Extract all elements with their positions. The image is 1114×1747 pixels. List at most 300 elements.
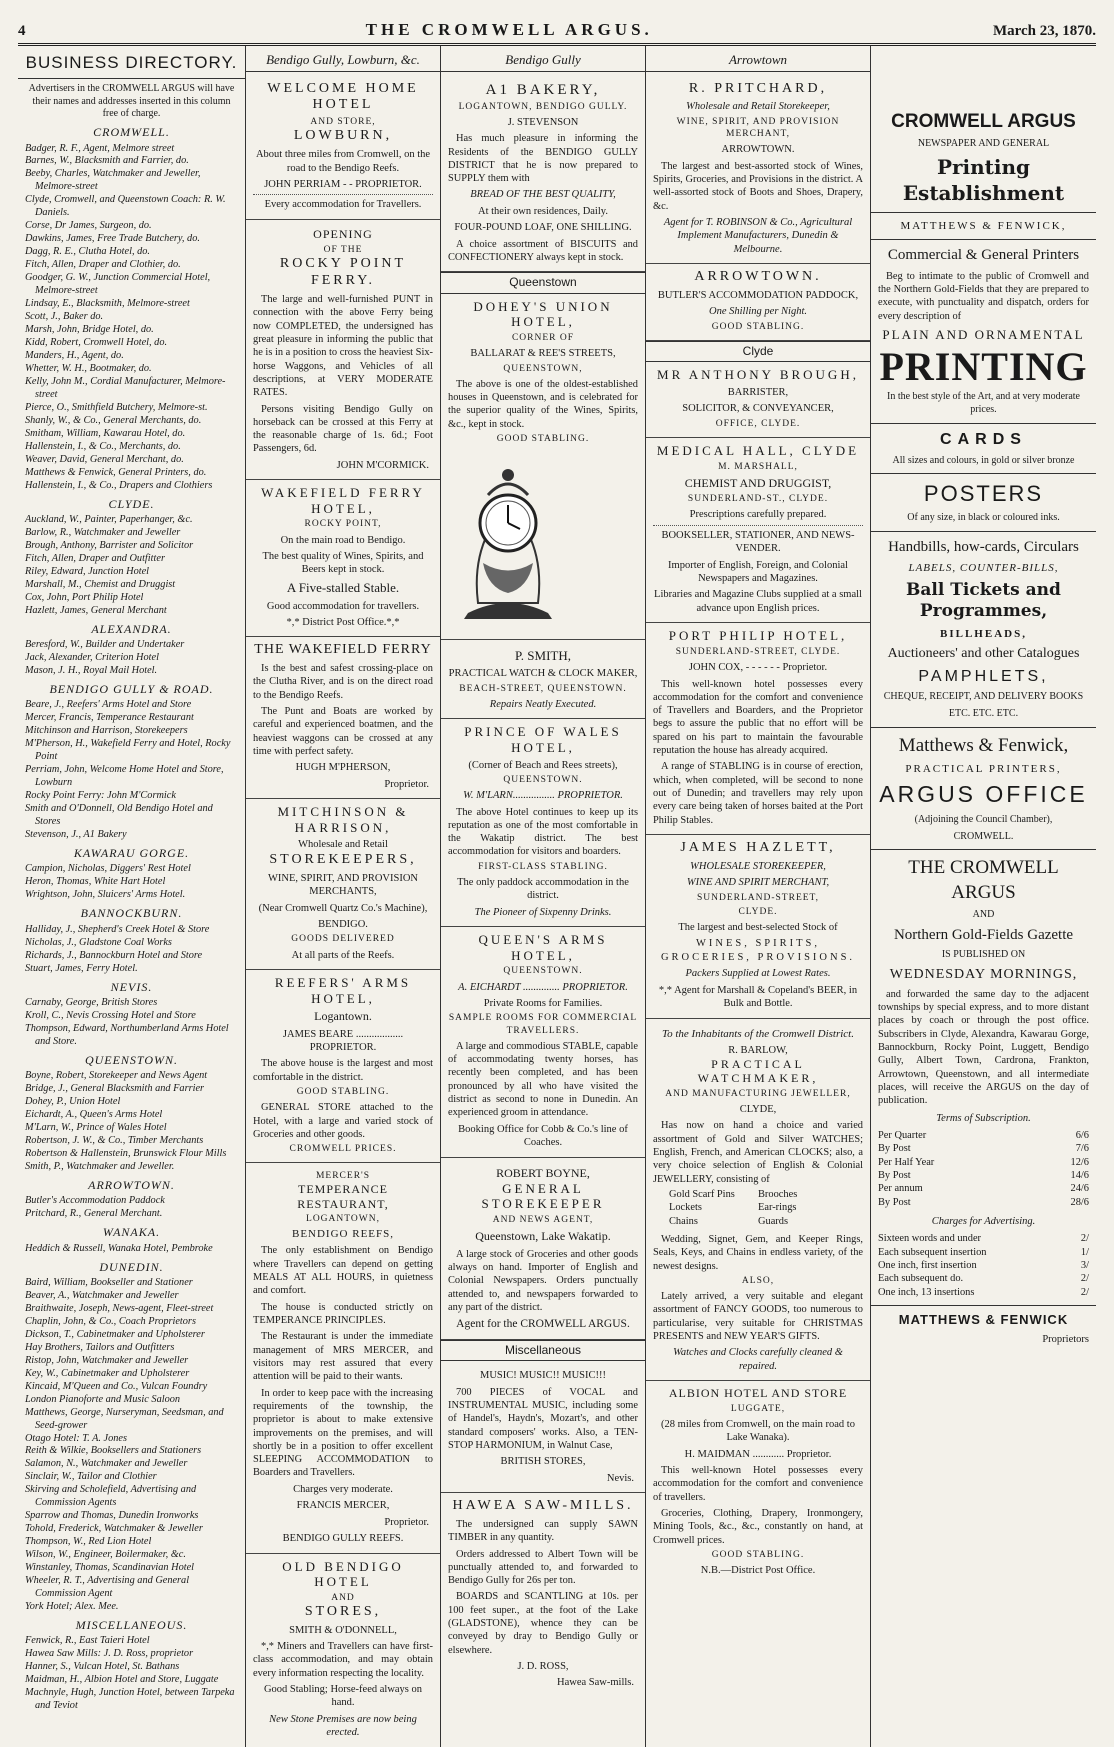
printing-column: [871, 46, 1096, 1747]
terms-list: [878, 1129, 1089, 1209]
ad-place: QUEENSTOWN.: [503, 774, 583, 785]
directory-entry: Butler's Accommodation Paddock: [25, 1195, 165, 1207]
directory-entry: Shanly, W., & Co., General Merchants, do.: [25, 414, 202, 426]
ad-place: LOWBURN,: [293, 128, 393, 144]
issue-date: March 23, 1870.: [992, 23, 1096, 39]
charges-value: 3/: [1080, 1259, 1089, 1271]
billheads-line: BILLHEADS,: [940, 628, 1027, 641]
directory-entry: Sinclair, W., Tailor and Clothier: [25, 1471, 157, 1483]
ad-list: WINES, SPIRITS, GROCERIES, PROVISIONS.: [660, 938, 856, 963]
ad-sub: (28 miles from Cromwell, on the main road to Lake Wanaka).: [661, 1418, 855, 1444]
ad-proprietor: A. EICHARDT .............. PROPRIETOR.: [458, 981, 628, 993]
ad-body: The above Hotel continues to keep up its reputation as one of the most comfortable in the Wakatip district. The best accommodation for visitors and boarders.: [448, 806, 638, 858]
terms-value: 6/6: [1075, 1130, 1089, 1142]
ad-a1-bakery: [441, 76, 645, 273]
subscription-body: and forwarded the same day to the adjacent townships by special express, and to more distant places by coach or through the post office. Subscribers in Clyde, Alexandra, Kawarau Gorge, Bannockburn, Rocky Point, Luggett, Bendigo Gully, Albert Town, Cardrona, Frankton, Arrowtown, Queenstown, and all intermediate places, will receive the ARGUS on the day of publication.: [878, 988, 1089, 1107]
ad-pre: OPENING: [313, 226, 373, 241]
handbills-line: Handbills, how-cards, Circulars: [888, 539, 1079, 556]
ad-body: The best quality of Wines, Spirits, and Beers kept in stock.: [262, 551, 424, 576]
etc-line: ETC. ETC. ETC.: [948, 708, 1019, 720]
ad-body: The largest and best-assorted stock of Wines, Spirits, Groceries, and Provisions in the district. A well-assorted stock of Boots and Shoes, Drapery, &c.: [653, 160, 863, 212]
ad-body: Charges very moderate.: [293, 1483, 393, 1495]
ad-item: Gold Scarf Pins: [669, 1189, 735, 1200]
ad-body: About three miles from Cromwell, on the road to the Bendigo Reefs.: [255, 149, 431, 174]
directory-entry: Marsh, John, Bridge Hotel, do.: [25, 324, 154, 336]
ad-sub: Wholesale and Retail: [298, 839, 388, 851]
ad-packers: Packers Supplied at Lowest Rates.: [685, 968, 831, 980]
ad-proprietor: JAMES BEARE .................. PROPRIETOR.: [282, 1028, 404, 1053]
ad-title: ARROWTOWN.: [694, 269, 822, 285]
ad-stabling: FIRST-CLASS STABLING.: [478, 861, 608, 872]
ad-title: STORES,: [304, 1603, 382, 1619]
ad-body: The only establishment on Bendigo where Travellers can depend on getting MEALS AT ALL HOURS, in quietness and comfort.: [253, 1245, 433, 1297]
ad-music: [441, 1361, 645, 1493]
ad-place: OFFICE, CLYDE.: [715, 418, 801, 429]
ad-body: New Stone Premises are now being erected.: [269, 1713, 417, 1739]
directory-entry: Whetter, W. H., Bootmaker, do.: [25, 362, 152, 374]
ad-body: A range of STABLING is in course of erection, which, when completed, will be second to none out of Dunedin; and travellers may rely upon every care being taken of horses baited at the Port Philip Stables.: [653, 761, 863, 826]
directory-town: CROMWELL.: [93, 125, 170, 140]
ad-sub: WINE, SPIRIT, AND PROVISION MERCHANT,: [676, 116, 840, 140]
directory-entry: Carnaby, George, British Stores: [25, 996, 158, 1008]
ad-title: CHEMIST AND DRUGGIST,: [684, 475, 832, 490]
charges-value: 2/: [1080, 1233, 1089, 1245]
ad-items: [653, 1186, 863, 1230]
ad-sign: Proprietor.: [384, 778, 429, 790]
directory-entry: Smith, P., Watchmaker and Jeweller.: [25, 1160, 175, 1172]
pamphlets-line: PAMPHLETS,: [918, 668, 1049, 685]
column-heading: Bendigo Gully, Lowburn, &c.: [246, 50, 440, 72]
ad-title: WAKEFIELD FERRY HOTEL,: [261, 485, 425, 516]
directory-entry: Matthews, George, Nurseryman, Seedsman, and Seed-grower: [25, 1406, 224, 1431]
ad-sub: AND STORE,: [310, 117, 376, 128]
ad-body: Wedding, Signet, Gem, and Keeper Rings, Seals, Keys, and Chains in endless variety, of the newest designs.: [653, 1233, 863, 1272]
ad-note: At all parts of the Reefs.: [291, 949, 395, 961]
ad-place: CLYDE,: [739, 1104, 777, 1115]
ad-place: LOGANTOWN, BENDIGO GULLY.: [458, 101, 628, 112]
ad-sub: AND MANUFACTURING JEWELLER,: [665, 1088, 851, 1099]
directory-entry: Bridge, J., General Blacksmith and Farrier: [25, 1083, 205, 1095]
ad-sub: WINE, SPIRIT, AND PROVISION MERCHANTS,: [267, 872, 418, 898]
directory-column: [18, 46, 246, 1747]
ad-body: Booking Office for Cobb & Co.'s line of Coaches.: [458, 1123, 628, 1149]
ad-title: A1 BAKERY,: [485, 81, 601, 98]
ad-stabling: GOOD STABLING.: [711, 1549, 805, 1560]
ad-sub: (Near Cromwell Quartz Co.'s Machine),: [258, 902, 428, 914]
charges-title: Charges for Advertising.: [931, 1215, 1036, 1227]
ad-sub: One Shilling per Night.: [709, 306, 807, 318]
directory-town: DUNEDIN.: [99, 1259, 164, 1274]
directory-entry: Salamon, N., Watchmaker and Jeweller: [25, 1458, 188, 1470]
directory-entry: York Hotel; Alex. Mee.: [25, 1601, 119, 1613]
directory-entry: Heddich & Russell, Wanaka Hotel, Pembroke: [25, 1242, 213, 1254]
ad-agent: Agent for the CROMWELL ARGUS.: [456, 1318, 630, 1331]
directory-entry: Auckland, W., Painter, Paperhanger, &c.: [25, 514, 193, 526]
ad-sign: JOHN M'CORMICK.: [336, 459, 429, 471]
ad-foot: BENDIGO GULLY REEFS.: [282, 1533, 404, 1545]
terms-value: 7/6: [1075, 1143, 1089, 1155]
ad-albion-hotel: [646, 1381, 870, 1584]
terms-row: [878, 1169, 1089, 1182]
ad-proprietor: JOHN PERRIAM - - PROPRIETOR.: [264, 179, 422, 191]
ad-sub: AND NEWS AGENT,: [492, 1215, 594, 1226]
ad-mitchinson-harrison: [246, 799, 440, 970]
terms-row: [878, 1182, 1089, 1195]
directory-entry: Key, W., Cabinetmaker and Upholsterer: [25, 1367, 190, 1379]
ad-body: Importer of English, Foreign, and Colonial Newspapers and Magazines.: [668, 559, 848, 584]
directory-entry: M'Larn, W., Prince of Wales Hotel: [25, 1122, 167, 1134]
ad-title: STOREKEEPERS,: [269, 851, 417, 867]
ad-sub: On the main road to Bendigo.: [280, 534, 406, 546]
ad-stabling: GOOD STABLING.: [496, 433, 590, 444]
ad-place: SUNDERLAND-STREET, CLYDE.: [675, 646, 841, 657]
directory-entry: Mason, J. H., Royal Mail Hotel.: [25, 665, 158, 677]
directory-entry: Mitchinson and Harrison, Storekeepers: [25, 725, 188, 737]
directory-entry: Hallenstein, I., & Co., Drapers and Clothiers: [25, 479, 213, 491]
directory-town: MISCELLANEOUS.: [75, 1618, 188, 1633]
directory-entry: Mercer, Francis, Temperance Restaurant: [25, 712, 194, 724]
charges-value: 1/: [1080, 1246, 1089, 1258]
posters-word: POSTERS: [923, 481, 1044, 507]
directory-entry: Fitch, Allen, Draper and Clothier, do.: [25, 259, 181, 271]
directory-entry: London Pianoforte and Music Saloon: [25, 1393, 181, 1405]
directory-entry: Chaplin, John, & Co., Coach Proprietors: [25, 1315, 196, 1327]
terms-label: By Post: [878, 1169, 911, 1181]
masthead: [18, 14, 1096, 46]
ad-p-smith: [441, 640, 645, 720]
directory-entry: Kroll, C., Nevis Crossing Hotel and Store: [25, 1009, 196, 1021]
argus-sub: NEWSPAPER AND GENERAL: [917, 138, 1050, 150]
ad-sub: BALLARAT & REE'S STREETS,: [470, 348, 616, 360]
page-number: 4: [18, 23, 26, 39]
ad-title: QUEEN'S ARMS HOTEL,: [478, 932, 608, 963]
ad-body: The house is conducted strictly on TEMPERANCE PRINCIPLES.: [253, 1301, 433, 1327]
directory-entry: Baird, William, Bookseller and Stationer: [25, 1276, 193, 1288]
ad-item: Guards: [758, 1215, 789, 1227]
directory-entry: Manders, H., Agent, do.: [25, 350, 124, 361]
cheque-line: CHEQUE, RECEIPT, AND DELIVERY BOOKS: [883, 691, 1084, 703]
directory-entry: Wheeler, R. T., Advertising and General Commission Agent: [25, 1575, 190, 1600]
foot-label: Proprietors: [1042, 1333, 1089, 1345]
ad-name: P. SMITH,: [515, 647, 571, 663]
terms-label: By Post: [878, 1196, 911, 1208]
cromwell-line: CROMWELL.: [953, 830, 1014, 842]
directory-entry: Robertson & Hallenstein, Brunswick Flour Mills: [25, 1147, 227, 1159]
directory-intro: Advertisers in the CROMWELL ARGUS will have their names and addresses inserted in this column free of charge.: [28, 82, 235, 120]
directory-entry: Perriam, John, Welcome Home Hotel and Store, Lowburn: [25, 764, 224, 789]
directory-entry: Otago Hotel: T. A. Jones: [25, 1432, 128, 1444]
directory-entry: Pierce, O., Smithfield Butchery, Melmore-st.: [25, 401, 208, 413]
and-line: AND: [972, 909, 995, 921]
charges-row: [878, 1232, 1089, 1245]
ad-note: Watches and Clocks carefully cleaned & repaired.: [673, 1347, 843, 1372]
directory-entry: Stuart, James, Ferry Hotel.: [25, 962, 138, 974]
charges-label: One inch, first insertion: [878, 1259, 977, 1271]
terms-row: [878, 1142, 1089, 1155]
ad-body: The above house is the largest and most comfortable in the district.: [253, 1058, 433, 1083]
ad-title: TEMPERANCE RESTAURANT,: [297, 1182, 389, 1211]
directory-town: KAWARAU GORGE.: [73, 846, 190, 861]
cards-sub: All sizes and colours, in gold or silver bronze: [892, 454, 1075, 466]
ad-title: PORT PHILIP HOTEL,: [668, 628, 848, 644]
ad-welcome-home-hotel: [246, 76, 440, 220]
ad-body: SAMPLE ROOMS FOR COMMERCIAL TRAVELLERS.: [448, 1013, 638, 1036]
printing-body: Beg to intimate to the public of Cromwell and the Northern Gold-Fields that they are prepared to execute, with punctuality and dispatch, orders for every description of: [878, 270, 1089, 322]
directory-entry: Wrightson, John, Sluicers' Arms Hotel.: [25, 889, 186, 901]
ad-body: The above is one of the oldest-established houses in Queenstown, and is celebrated for the superior quality of the Wines, Spirits, &c., kept in stock.: [448, 378, 638, 430]
ad-item: Ear-rings: [758, 1202, 797, 1214]
ad-place: Queenstown, Lake Wakatip.: [475, 1229, 611, 1244]
ad-sub: AND: [331, 1592, 355, 1603]
ad-title: JAMES HAZLETT,: [680, 839, 836, 855]
ad-sign: Proprietor.: [384, 1516, 429, 1528]
section-band: Miscellaneous: [441, 1340, 645, 1361]
section-band: Clyde: [646, 341, 870, 362]
ad-body: The Restaurant is under the immediate management of MRS MERCER, and visitors may rest assured that every attention will be paid to their wants.: [253, 1331, 433, 1383]
terms-row: [878, 1156, 1089, 1169]
terms-label: Per Quarter: [878, 1130, 927, 1142]
ad-item: Chains: [669, 1215, 698, 1227]
directory-entry: Riley, Edward, Junction Hotel: [25, 565, 150, 577]
printing-word: PRINTING: [879, 344, 1088, 390]
labels-line: LABELS, COUNTER-BILLS,: [908, 562, 1059, 575]
ad-sub: BARRISTER,: [727, 386, 789, 398]
directory-town: WANAKA.: [102, 1225, 161, 1240]
ad-post: N.B.—District Post Office.: [700, 1565, 816, 1577]
terms-value: 14/6: [1070, 1169, 1089, 1181]
section-band: Queenstown: [441, 272, 645, 293]
ad-queens-arms: [441, 927, 645, 1157]
ad-body: Prescriptions carefully prepared.: [689, 509, 827, 521]
ad-sign: Hawea Saw-mills.: [557, 1677, 634, 1689]
directory-entry: Beaver, A., Watchmaker and Jeweller: [25, 1289, 179, 1301]
ad-reefers-arms: [246, 970, 440, 1163]
directory-entry: Rocky Point Ferry: John M'Cormick: [25, 790, 176, 802]
ad-sub: ROCKY POINT,: [304, 519, 382, 530]
directory-entry: Hawea Saw Mills: J. D. Ross, proprietor: [25, 1648, 194, 1660]
directory-entry: Eichardt, A., Queen's Arms Hotel: [25, 1109, 163, 1121]
column-heading: Arrowtown: [646, 50, 870, 72]
ad-rocky-point-ferry: [246, 220, 440, 480]
ad-arrowtown-paddock: [646, 264, 870, 341]
directory-entry: Beare, J., Reefers' Arms Hotel and Store: [25, 699, 192, 711]
charges-value: 2/: [1080, 1273, 1089, 1285]
ad-body: A large stock of Groceries and other goods always on hand. Importer of English and Colonial Newspapers. Orders punctually attended to, and newspapers forwarded to any part of the district.: [448, 1248, 638, 1313]
terms-label: By Post: [878, 1143, 911, 1155]
ad-title: THE WAKEFIELD FERRY: [254, 642, 432, 658]
ad-body: The Pioneer of Sixpenny Drinks.: [474, 906, 612, 918]
charges-row: [878, 1246, 1089, 1259]
ad-body: Good accommodation for travellers.: [266, 600, 420, 612]
directory-entry: Tohold, Frederick, Watchmaker & Jeweller: [25, 1523, 203, 1535]
ad-prince-of-wales: [441, 719, 645, 927]
ad-body: 700 PIECES of VOCAL and INSTRUMENTAL MUSIC, including some of Handel's, Haydn's, Mozart's, and other standard composers' works. Also, a TEN-STOP HARMONIUM, in Walnut Case,: [448, 1386, 638, 1451]
directory-entry: Kincaid, M'Queen and Co., Vulcan Foundry: [25, 1380, 208, 1392]
directory-entry: Dawkins, James, Free Trade Butchery, do.: [25, 233, 200, 245]
ad-arc: To the Inhabitants of the Cromwell District.: [661, 1027, 854, 1040]
ad-bread: BREAD OF THE BEST QUALITY,: [470, 189, 616, 201]
directory-entry: Machnyle, Hugh, Junction Hotel, between Tarpeka and Teviot: [25, 1687, 235, 1712]
ad-body: Is the best and safest crossing-place on the Clutha River, and is on the direct road to the Bendigo Reefs.: [253, 663, 433, 701]
ad-loaf: FOUR-POUND LOAF, ONE SHILLING.: [454, 222, 632, 234]
newspaper-title: THE CROMWELL ARGUS.: [365, 20, 653, 39]
directory-entry: Beeby, Charles, Watchmaker and Jeweller, Melmore-street: [25, 168, 201, 193]
ad-body: The only paddock accommodation in the district.: [457, 876, 629, 902]
directory-entry: Fitch, Allen, Draper and Outfitter: [25, 552, 165, 564]
directory-entry: Reith & Wilkie, Booksellers and Stationers: [25, 1445, 202, 1457]
terms-label: Per annum: [878, 1183, 923, 1195]
ad-title: DOHEY'S UNION HOTEL,: [473, 298, 613, 330]
ad-sub: WINE AND SPIRIT MERCHANT,: [686, 877, 830, 889]
directory-town: BANNOCKBURN.: [80, 906, 183, 921]
ad-sub: BUTLER'S ACCOMMODATION PADDOCK,: [657, 289, 859, 301]
ad-james-hazlett: [646, 835, 870, 1019]
ad-sub: WHOLESALE STOREKEEPER,: [690, 860, 826, 872]
ad-item: Brooches: [758, 1189, 798, 1200]
directory-entry: Nicholas, J., Gladstone Coal Works: [25, 936, 172, 948]
ad-stabling: GOOD STABLING.: [296, 1087, 390, 1098]
directory-town: ALEXANDRA.: [91, 621, 172, 636]
ad-title: R. PRITCHARD,: [688, 80, 828, 96]
ad-body: At their own residences, Daily.: [478, 205, 608, 217]
directory-entry: Pritchard, R., General Merchant.: [25, 1208, 163, 1220]
ad-note: Every accommodation for Travellers.: [264, 199, 422, 211]
ad-place: SUNDERLAND-ST., CLYDE.: [687, 494, 829, 505]
directory-entry: Boyne, Robert, Storekeeper and News Agent: [25, 1070, 208, 1082]
ad-title: HAWEA SAW-MILLS.: [452, 1498, 634, 1514]
directory-entry: Weaver, David, General Merchant, do.: [25, 453, 184, 465]
ad-body: A large and commodious STABLE, capable of accommodating twenty horses, has recently been completed, and has been pronounced by all who have visited the district as second to none in Dunedin. An experienced groom in attendance.: [448, 1040, 638, 1119]
ad-title: ROBERT BOYNE,: [496, 1165, 590, 1180]
ad-proprietor: JOHN COX, - - - - - - Proprietor.: [688, 662, 828, 674]
charges-value: 2/: [1080, 1286, 1089, 1298]
directory-entry: Goodger, G. W., Junction Commercial Hotel, Melmore-street: [25, 272, 211, 297]
plain-ornamental: PLAIN AND ORNAMENTAL: [882, 326, 1085, 342]
terms-value: 12/6: [1070, 1156, 1089, 1168]
ad-body: Has now on hand a choice and varied assortment of Gold and Silver WATCHES; English, French, and American CLOCKS; also, a very choice selection of English & Colonial JEWELLERY, consisting of: [653, 1120, 863, 1185]
terms-value: 28/6: [1070, 1196, 1089, 1208]
directory-entry: Lindsay, E., Blacksmith, Melmore-street: [25, 298, 190, 310]
directory-entry: Kidd, Robert, Cromwell Hotel, do.: [25, 337, 168, 349]
clyde-column: [646, 46, 871, 1747]
directory-entry: Sparrow and Thomas, Dunedin Ironworks: [25, 1510, 199, 1522]
auctioneers-line: Auctioneers' and other Catalogues: [887, 646, 1080, 662]
foot-proprietors: MATTHEWS & FENWICK: [898, 1311, 1069, 1327]
directory-entry: Smith and O'Donnell, Old Bendigo Hotel and Stores: [25, 803, 213, 828]
ad-place: BENDIGO.: [318, 918, 368, 930]
directory-entry: Scott, J., Baker do.: [25, 311, 104, 323]
directory-entry: Wilson, W., Engineer, Boilermaker, &c.: [25, 1549, 186, 1561]
directory-town: ARROWTOWN.: [88, 1177, 175, 1192]
ad-title: MR ANTHONY BROUGH,: [657, 367, 859, 383]
ad-wakefield-ferry-hotel: [246, 480, 440, 637]
ad-item: Lockets: [669, 1202, 702, 1214]
ad-sign: Nevis.: [606, 1472, 634, 1484]
directory-entry: Hallenstein, I., & Co., Merchants, do.: [25, 440, 181, 452]
ad-body: Has much pleasure in informing the Residents of the BENDIGO GULLY DISTRICT that he is now prepared to SUPPLY them with: [448, 133, 638, 185]
ball-tickets: Ball Tickets and Programmes,: [906, 579, 1061, 622]
charges-label: One inch, 13 insertions: [878, 1286, 975, 1298]
ad-body: Lately arrived, a very suitable and elegant assortment of FANCY GOODS, too numerous to particularise, very suitable for CHRISTMAS PRESENTS and NEW YEAR'S GIFTS.: [653, 1291, 863, 1342]
ad-body: Groceries, Clothing, Drapery, Ironmongery, Mining Tools, &c., &c., constantly on hand, at Cromwell prices.: [653, 1507, 863, 1546]
ad-mercer-temperance: [246, 1163, 440, 1553]
ad-title: MUSIC! MUSIC!! MUSIC!!!: [479, 1370, 606, 1382]
ad-body: Private Rooms for Families.: [483, 998, 603, 1010]
ad-body: The Punt and Boats are worked by careful and experienced boatmen, and the heaviest waggons can be crossed at any time with perfect safety.: [253, 706, 433, 758]
ad-body: A choice assortment of BISCUITS and CONFECTIONERY always kept in stock.: [448, 238, 638, 264]
ad-title: PRACTICAL WATCH & CLOCK MAKER,: [448, 668, 638, 680]
queenstown-column: [441, 46, 646, 1747]
ad-hawea-saw-mills: [441, 1493, 645, 1697]
terms-title: Terms of Subscription.: [936, 1112, 1031, 1124]
ad-proprietor: H. MAIDMAN ............ Proprietor.: [684, 1448, 832, 1460]
ad-place: BEACH-STREET, QUEENSTOWN.: [459, 683, 627, 694]
charges-label: Each subsequent insertion: [878, 1246, 987, 1258]
directory-entry: Badger, R. F., Agent, Melmore street: [25, 142, 175, 154]
ad-place: QUEENSTOWN.: [503, 966, 583, 977]
terms-value: 24/6: [1070, 1183, 1089, 1195]
ad-pritchard: [646, 76, 870, 265]
ad-body: Libraries and Magazine Clubs supplied at a small advance upon English prices.: [654, 589, 862, 614]
directory-entry: Stevenson, J., A1 Bakery: [25, 829, 127, 841]
ad-sign: J. D. ROSS,: [517, 1661, 569, 1673]
bendigo-column: [246, 46, 441, 1747]
argus-office: ARGUS OFFICE: [879, 781, 1088, 808]
directory-entry: Skirving and Scholefield, Advertising and Commission Agents: [25, 1484, 197, 1509]
ad-title: BOOKSELLER, STATIONER, AND NEWS-VENDER.: [661, 529, 855, 555]
ad-body: Persons visiting Bendigo Gully on horseback can be crossed at this Ferry at the reasonable charge of 1s. 6d.; Foot Passengers, 6d.: [253, 403, 433, 455]
ad-body: The undersigned can supply SAWN TIMBER in any quantity.: [448, 1518, 638, 1544]
ad-sign: FRANCIS MERCER,: [296, 1500, 390, 1512]
ad-body: The large and well-furnished PUNT in connection with the above Ferry being now COMPLETED, the undersigned has great pleasure in informing the public that he is in a position to cross the heaviest Six-horse Waggons, and Vehicles of all descriptions, at VERY MODERATE RATES.: [253, 294, 433, 399]
directory-entry: Smitham, William, Kawarau Hotel, do.: [25, 427, 186, 439]
proprietors-names: MATTHEWS & FENWICK,: [900, 220, 1067, 233]
directory-entry: Thompson, W., Red Lion Hotel: [25, 1536, 152, 1548]
ad-sign: J. STEVENSON: [507, 116, 579, 128]
ad-body: This well-known Hotel possesses every accommodation for the comfort and convenience of travellers.: [653, 1465, 863, 1503]
ad-title: ROCKY POINT FERRY.: [279, 256, 407, 289]
ad-title: OLD BENDIGO HOTEL: [282, 1558, 404, 1590]
ad-body: The largest and best-selected Stock of: [678, 921, 838, 933]
ad-sub: Wholesale and Retail Storekeeper,: [686, 101, 830, 113]
ad-name: R. BARLOW,: [728, 1044, 788, 1056]
ad-body: Good Stabling; Horse-feed always on hand.: [263, 1684, 423, 1709]
posters-sub: Of any size, in black or coloured inks.: [907, 512, 1060, 524]
directory-entry: Dickson, T., Cabinetmaker and Upholsterer: [25, 1328, 205, 1340]
ad-pre2: OF THE: [323, 245, 363, 256]
printing-establishment: Printing Establishment: [902, 155, 1065, 205]
directory-entry: Campion, Nicholas, Diggers' Rest Hotel: [25, 863, 191, 875]
ad-place: CLYDE.: [738, 906, 778, 917]
ad-place: LUGGATE,: [730, 1403, 786, 1414]
argus-title: CROMWELL ARGUS: [891, 111, 1076, 132]
directory-entry: Heron, Thomas, White Hart Hotel: [25, 876, 166, 888]
terms-label: Per Half Year: [878, 1156, 935, 1168]
ad-sub: SMITH & O'DONNELL,: [289, 1624, 397, 1636]
charges-row: [878, 1272, 1089, 1285]
ad-sign: HUGH M'PHERSON,: [295, 762, 391, 774]
ad-stabling: GOOD STABLING.: [711, 321, 805, 332]
ad-title: PRACTICAL WATCHMAKER,: [697, 1057, 819, 1086]
directory-entry: Brough, Anthony, Barrister and Solicitor: [25, 539, 194, 551]
charges-label: Sixteen words and under: [878, 1233, 982, 1245]
ad-agent: *,* Agent for Marshall & Copeland's BEER, in Bulk and Bottle.: [658, 984, 858, 1010]
clock-illustration: [448, 453, 568, 623]
ad-place: BENDIGO REEFS,: [291, 1228, 394, 1241]
ad-place: SUNDERLAND-STREET,: [696, 892, 820, 903]
directory-town: BENDIGO GULLY & ROAD.: [49, 682, 214, 697]
ad-sub: (Corner of Beach and Rees streets),: [468, 759, 618, 771]
